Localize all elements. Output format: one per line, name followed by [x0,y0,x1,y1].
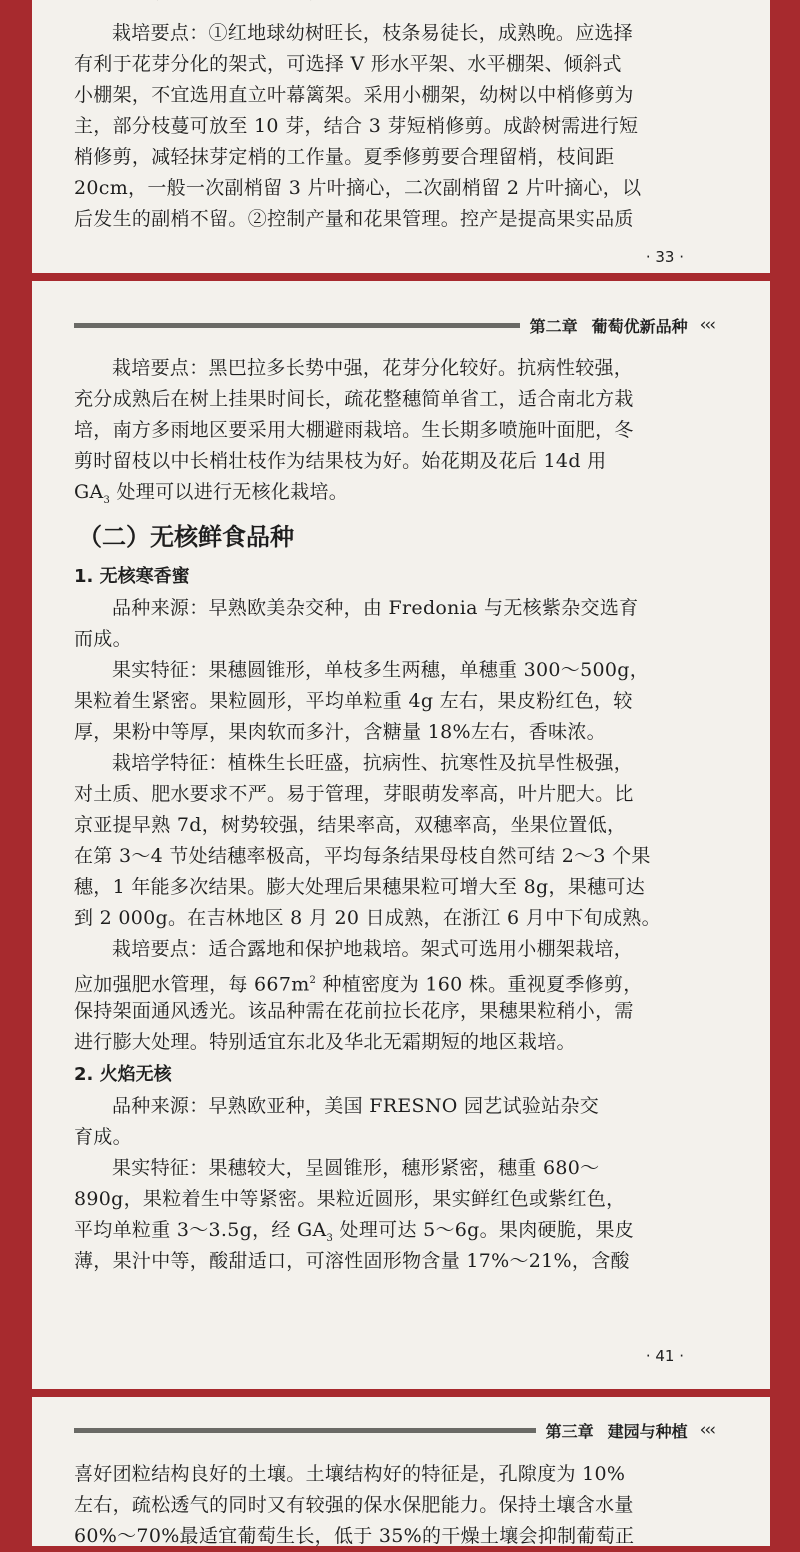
paragraph-line: 果粒着生紧密。果粒圆形，平均单粒重 4g 左右，果皮粉红色，较 [74,690,633,712]
paragraph-line: 而成。 [74,628,132,650]
paragraph-line: 890g，果粒着生中等紧密。果粒近圆形，果实鲜红色或紫红色， [74,1188,626,1210]
book-cover-left-edge [0,0,30,1546]
paragraph-line: 厚，果粉中等厚，果肉软而多汁，含糖量 18%左右，香味浓。 [74,721,606,743]
paragraph-line: 到 2 000g。在吉林地区 8 月 20 日成熟，在浙江 6 月中下旬成熟。 [74,907,661,929]
book-cover-right-edge [770,0,800,1546]
paragraph-line: 品种来源：早熟欧亚种，美国 FRESNO 园艺试验站杂交 [112,1095,600,1117]
book-page-41 [32,281,770,1389]
paragraph-line: $GA_3$ 处理可以进行无核化栽培。 [74,481,349,506]
section-heading: （二）无核鲜食品种 [78,523,294,551]
page-number: · 41 · [645,1347,684,1365]
text-line-cut-off: 60%～70%最适宜葡萄生长，低于 35%的干燥土壤会抑制葡萄正 [74,1525,635,1547]
paragraph-line: 小棚架，不宜选用直立叶幕篱架。采用小棚架，幼树以中梢修剪为 [74,84,634,106]
paragraph-line: 栽培要点：适合露地和保护地栽培。架式可选用小棚架栽培， [112,938,634,960]
paragraph-line: 培，南方多雨地区要采用大棚避雨栽培。生长期多喷施叶面肥，冬 [74,419,634,441]
paragraph-line: 薄，果汁中等，酸甜适口，可溶性固形物含量 17%～21%，含酸 [74,1250,630,1272]
paragraph-line: 栽培要点：①红地球幼树旺长，枝条易徒长，成熟晚。应选择 [112,22,634,44]
chapter-header [74,1419,714,1441]
paragraph-line: 穗，1 年能多次结果。膨大处理后果穗果粒可增大至 8g，果穗可达 [74,876,646,898]
paragraph-line: 后发生的副梢不留。②控制产量和花果管理。控产是提高果实品质 [74,208,634,230]
book-page-33 [32,0,770,273]
paragraph-line: 应加强肥水管理，每 $667m^2$ 种植密度为 160 株。重视夏季修剪， [74,973,643,996]
chevron-left-icon: ‹‹‹ [699,315,714,335]
paragraph-line: 有利于花芽分化的架式，可选择 V 形水平架、水平棚架、倾斜式 [74,53,622,75]
chapter-title: 葡萄优新品种 [591,316,688,336]
chapter-header [74,314,714,336]
chevron-left-icon: ‹‹‹ [699,1420,714,1440]
variety-heading: 2. 火焰无核 [74,1064,172,1085]
paragraph-line: 剪时留枝以中长梢壮枝作为结果枝为好。始花期及花后 14d 用 [74,450,607,472]
chapter-number: 第二章 [529,316,578,336]
chapter-number: 第三章 [545,1421,594,1441]
paragraph-line: 保持架面通风透光。该品种需在花前拉长花序，果穗果粒稍小，需 [74,1000,634,1022]
variety-heading: 1. 无核寒香蜜 [74,566,190,587]
header-rule [74,1428,536,1433]
paragraph-line: 梢修剪，减轻抹芽定梢的工作量。夏季修剪要合理留梢，枝间距 [74,146,615,168]
paragraph-line: 果实特征：果穗较大，呈圆锥形，穗形紧密，穗重 680～ [112,1157,600,1179]
chapter-title: 建园与种植 [607,1421,688,1441]
paragraph-line: 京亚提早熟 7d，树势较强，结果率高，双穗率高，坐果位置低， [74,814,627,836]
paragraph-line: 左右，疏松透气的同时又有较强的保水保肥能力。保持土壤含水量 [74,1494,634,1516]
paragraph-line: 平均单粒重 3～3.5g，经 $GA_3$ 处理可达 5～6g。果肉硬脆，果皮 [74,1219,635,1244]
text-line-cut-off [74,0,722,18]
header-rule [74,323,520,328]
paragraph-line: 在第 3～4 节处结穗率极高，平均每条结果母枝自然可结 2～3 个果 [74,845,651,867]
paragraph-line: 对土质、肥水要求不严。易于管理，芽眼萌发率高，叶片肥大。比 [74,783,634,805]
page-number: · 33 · [645,248,684,266]
paragraph-line: 育成。 [74,1126,132,1148]
paragraph-line: 20cm，一般一次副梢留 3 片叶摘心，二次副梢留 2 片叶摘心，以 [74,177,642,199]
book-page-chapter-3 [32,1397,770,1546]
paragraph-line: 栽培学特征：植株生长旺盛，抗病性、抗寒性及抗旱性极强， [112,752,634,774]
paragraph-line: 果实特征：果穗圆锥形，单枝多生两穗，单穗重 300～500g， [112,659,650,681]
paragraph-line: 充分成熟后在树上挂果时间长，疏花整穗简单省工，适合南北方栽 [74,388,634,410]
paragraph-line: 品种来源：早熟欧美杂交种，由 Fredonia 与无核紫杂交选育 [112,597,639,619]
paragraph-line: 进行膨大处理。特别适宜东北及华北无霜期短的地区栽培。 [74,1031,576,1053]
paragraph-line: 主，部分枝蔓可放至 10 芽，结合 3 芽短梢修剪。成龄树需进行短 [74,115,639,137]
paragraph-line: 栽培要点：黑巴拉多长势中强，花芽分化较好。抗病性较强， [112,357,634,379]
paragraph-line: 喜好团粒结构良好的土壤。土壤结构好的特征是，孔隙度为 10% [74,1463,626,1485]
